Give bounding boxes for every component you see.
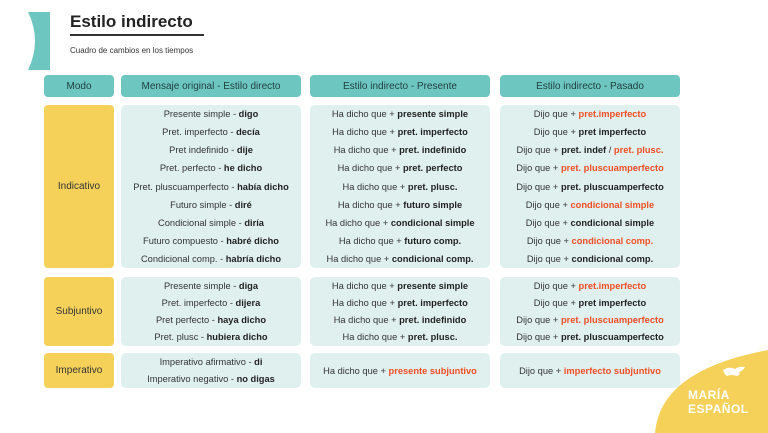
direct-line (169, 144, 253, 156)
line-tense: pret. pluscuamperfecto (560, 332, 664, 342)
past-line (526, 199, 654, 211)
line-tense: diga (238, 281, 259, 291)
past-cell (500, 105, 680, 268)
line-text: Pret perfecto - (155, 315, 215, 325)
past-line (526, 217, 654, 229)
past-line (516, 314, 664, 326)
line-tense: pret. imperfecto (397, 127, 468, 138)
line-text: Dijo que + (526, 254, 569, 264)
header-modo: Modo (44, 75, 114, 97)
direct-cell (121, 353, 301, 388)
past-line (534, 126, 646, 138)
line-tense: hubiera dicho (206, 332, 268, 342)
line-tense: pret.imperfecto (578, 109, 647, 119)
past-line (527, 253, 653, 265)
line-tense: condicional simple (570, 199, 655, 210)
present-cell (310, 105, 490, 268)
line-tense: condicional simple (390, 217, 475, 228)
line-tense: di (254, 357, 263, 367)
page-title: Estilo indirecto (70, 12, 193, 31)
line-text: Imperativo afirmativo - (159, 357, 252, 367)
line-tense: había dicho (237, 181, 289, 192)
line-tense: condicional comp. (391, 254, 474, 264)
line-text: Ha dicho que + (337, 199, 401, 210)
direct-line (160, 162, 262, 174)
line-separator: / (606, 145, 614, 156)
past-line (516, 162, 664, 174)
line-tense: no digas (236, 374, 275, 384)
present-cell (310, 277, 490, 346)
line-text: Dijo que + (525, 217, 568, 228)
present-line (338, 199, 462, 211)
line-text: Dijo que + (516, 332, 559, 342)
line-tense: pret. pluscuamperfecto (560, 315, 664, 325)
past-line (519, 365, 661, 377)
line-tense: pret. plusc. (407, 181, 458, 192)
line-text: Ha dicho que + (331, 281, 395, 291)
line-tense: presente simple (397, 281, 469, 291)
line-text: Imperativo negativo - (147, 374, 234, 384)
line-text: Presente simple - (163, 109, 237, 119)
present-line (323, 365, 477, 377)
line-tense: presente simple (397, 109, 469, 119)
line-text: Dijo que + (533, 109, 576, 119)
line-text: Pret indefinido - (169, 145, 235, 156)
line-tense: diría (244, 217, 264, 228)
direct-line (162, 297, 261, 309)
line-tense: habré dicho (226, 235, 279, 246)
line-tense: dije (236, 145, 253, 156)
past-line (516, 181, 664, 193)
line-text: Dijo que + (516, 181, 559, 192)
line-text: Futuro simple - (170, 199, 233, 210)
direct-line (164, 108, 259, 120)
line-tense: pret. pluscuamperfecto (560, 181, 664, 192)
direct-line (162, 126, 260, 138)
line-tense: pret. indef (561, 145, 607, 156)
line-tense: habría dicho (225, 254, 282, 264)
line-text: Ha dicho que + (333, 145, 397, 156)
line-text: Pret. perfecto - (159, 163, 222, 174)
mode-cell: Indicativo (44, 105, 114, 268)
line-tense: pret. indefinido (399, 145, 467, 156)
logo-text (688, 388, 749, 416)
past-line (534, 297, 646, 309)
line-text: Futuro compuesto - (143, 235, 224, 246)
header-direct: Mensaje original - Estilo directo (121, 75, 301, 97)
line-text: Ha dicho que + (342, 332, 406, 342)
line-text: Pret. imperfecto - (162, 127, 234, 138)
line-text: Dijo que + (526, 235, 569, 246)
present-line (338, 162, 463, 174)
present-line (342, 331, 457, 343)
header-present: Estilo indirecto - Presente (310, 75, 490, 97)
line-text: Dijo que + (519, 365, 562, 376)
header-past: Estilo indirecto - Pasado (500, 75, 680, 97)
line-tense: pret imperfecto (578, 298, 647, 308)
line-tense: pret. plusc. (407, 332, 458, 342)
past-cell (500, 277, 680, 346)
line-text: Dijo que + (516, 145, 559, 156)
line-tense: diré (234, 199, 252, 210)
present-line (334, 144, 467, 156)
past-cell (500, 353, 680, 388)
present-line (334, 314, 467, 326)
line-text: Ha dicho que + (332, 127, 395, 138)
line-text: Dijo que + (533, 127, 576, 138)
direct-line (143, 235, 279, 247)
past-line (516, 144, 663, 156)
mode-cell: Subjuntivo (44, 277, 114, 346)
past-line (534, 280, 646, 292)
direct-line (158, 217, 264, 229)
present-line (326, 253, 473, 265)
line-text: Pret. imperfecto - (161, 298, 233, 308)
line-tense: imperfecto subjuntivo (563, 365, 661, 376)
decorative-arc (28, 12, 50, 70)
title-underline (70, 34, 204, 36)
direct-line (160, 356, 263, 368)
line-text: Ha dicho que + (342, 181, 406, 192)
direct-line (133, 181, 289, 193)
line-tense: pret imperfecto (578, 127, 647, 138)
present-line (332, 126, 468, 138)
line-tense: condicional simple (570, 217, 655, 228)
past-line (516, 331, 664, 343)
line-text: Ha dicho que + (333, 315, 397, 325)
line-tense: pret. indefinido (399, 315, 467, 325)
direct-line (164, 280, 258, 292)
line-text: Ha dicho que + (323, 365, 386, 376)
past-line (527, 235, 653, 247)
mode-cell: Imperativo (44, 353, 114, 388)
line-text: Ha dicho que + (326, 254, 390, 264)
line-tense: pret. imperfecto (397, 298, 468, 308)
direct-line (154, 331, 267, 343)
present-line (339, 235, 461, 247)
direct-line (147, 373, 275, 385)
line-tense: futuro simple (403, 199, 463, 210)
line-text: Condicional comp. - (140, 254, 224, 264)
line-tense: he dicho (223, 163, 263, 174)
direct-cell (121, 105, 301, 268)
line-tense: condicional comp. (571, 235, 654, 246)
present-line (332, 280, 468, 292)
line-tense-alt: pret. plusc. (613, 145, 664, 156)
line-tense: digo (238, 109, 259, 119)
line-text: Ha dicho que + (332, 298, 395, 308)
direct-line (141, 253, 281, 265)
line-tense: condicional comp. (571, 254, 654, 264)
line-text: Pret. pluscuamperfecto - (133, 181, 235, 192)
line-text: Ha dicho que + (337, 163, 401, 174)
line-tense: dijera (235, 298, 261, 308)
line-tense: pret. perfecto (402, 163, 463, 174)
direct-cell (121, 277, 301, 346)
line-text: Presente simple - (163, 281, 237, 291)
line-text: Pret. plusc - (154, 332, 205, 342)
line-text: Ha dicho que + (331, 109, 395, 119)
present-line (342, 181, 457, 193)
past-line (534, 108, 646, 120)
line-text: Condicional simple - (158, 217, 242, 228)
line-text: Dijo que + (516, 315, 559, 325)
line-text: Ha dicho que + (325, 217, 389, 228)
line-text: Ha dicho que + (338, 235, 402, 246)
line-tense: pret.imperfecto (578, 281, 647, 291)
direct-line (156, 314, 266, 326)
page-subtitle: Cuadro de cambios en los tiempos (70, 46, 194, 55)
line-text: Dijo que + (525, 199, 568, 210)
logo-line-1: MARÍA (688, 388, 730, 402)
line-text: Dijo que + (533, 281, 576, 291)
present-line (325, 217, 474, 229)
present-cell (310, 353, 490, 388)
line-tense: haya dicho (217, 315, 267, 325)
line-tense: futuro comp. (404, 235, 462, 246)
present-line (332, 108, 468, 120)
logo-line-2: ESPAÑOL (688, 402, 749, 416)
direct-line (170, 199, 252, 211)
line-text: Dijo que + (533, 298, 576, 308)
line-tense: presente subjuntivo (388, 365, 477, 376)
present-line (332, 297, 468, 309)
line-text: Dijo que + (516, 163, 559, 174)
line-tense: decía (236, 127, 260, 138)
line-tense: pret. pluscuamperfecto (560, 163, 664, 174)
